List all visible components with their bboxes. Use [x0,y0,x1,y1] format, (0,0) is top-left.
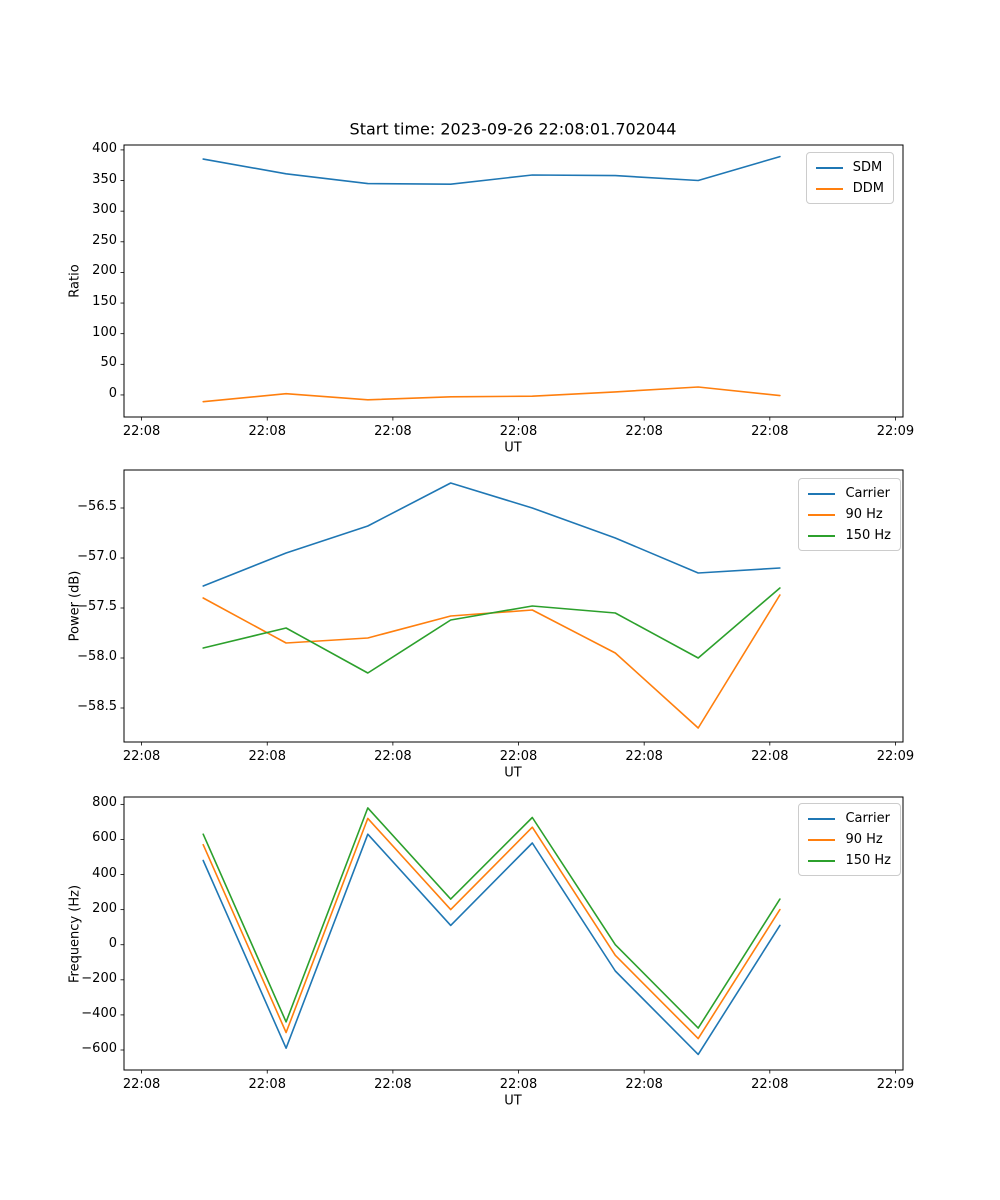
legend-label: 150 Hz [845,528,891,543]
y-tick-label: −200 [81,970,117,986]
x-tick-label: 22:09 [876,749,915,764]
y-tick-label: −57.5 [77,599,117,614]
y-tick-label: 100 [92,324,117,340]
x-tick-label: 22:08 [122,1077,161,1092]
y-tick-label: −57.0 [77,549,117,564]
x-tick-label: 22:08 [499,1077,538,1092]
y-tick-label: 400 [92,140,117,156]
legend-label: DDM [852,181,884,196]
y-tick-label: −58.5 [77,699,117,714]
y-tick-label: 200 [92,263,117,279]
plot-border-chart3 [124,797,903,1070]
y-axis-label-ratio: Ratio [67,264,83,298]
y-tick-label: 250 [92,232,117,248]
plot-border-chart2 [124,470,903,742]
legend-entry-150-hz [808,850,891,871]
y-tick-label: 150 [92,294,117,310]
series-line-sdm-chart1 [203,157,780,185]
y-tick-label: 600 [92,830,117,846]
x-tick-label: 22:08 [499,424,538,439]
legend-label: Carrier [845,486,890,501]
x-tick-label: 22:08 [248,424,286,439]
x-axis-label-ut-middle: UT [504,765,522,781]
series-line-150-hz-chart2 [203,588,780,673]
y-tick-label: 400 [92,865,117,881]
legend-line-sample-carrier [808,493,835,495]
y-tick-label: −58.0 [77,649,117,664]
y-axis-label-frequency: Frequency (Hz) [67,884,83,984]
y-tick-label: 300 [92,202,117,218]
legend-chart3 [798,803,901,876]
x-tick-label: 22:09 [876,424,915,439]
legend-label: SDM [852,160,883,175]
x-tick-label: 22:08 [374,749,412,764]
series-line-90-hz-chart3 [203,818,780,1038]
x-tick-label: 22:08 [374,424,412,439]
y-tick-label: −600 [81,1040,117,1056]
legend-entry-carrier [808,808,891,829]
legend-label: 90 Hz [845,507,883,522]
legend-entry-90-hz [808,504,891,525]
x-tick-label: 22:08 [248,749,286,764]
y-tick-label: 200 [92,900,117,916]
legend-line-sample-90-hz [808,839,835,841]
legend-line-sample-150-hz [808,535,835,537]
x-tick-label: 22:08 [374,1077,412,1092]
figure-title: Start time: 2023-09-26 22:08:01.702044 [349,119,677,139]
y-axis-label-power: Power (dB) [67,570,83,642]
legend-entry-carrier [808,483,891,504]
legend-entry-ddm [816,178,884,199]
x-tick-label: 22:08 [751,1077,789,1092]
y-tick-label: 0 [108,935,117,951]
legend-chart1 [806,152,894,204]
x-tick-label: 22:08 [248,1077,286,1092]
legend-label: 150 Hz [845,853,891,868]
legend-label: 90 Hz [845,832,883,847]
legend-entry-90-hz [808,829,891,850]
y-tick-label: 800 [92,795,117,811]
legend-entry-150-hz [808,525,891,546]
series-line-150-hz-chart3 [203,808,780,1028]
x-axis-label-ut-top: UT [504,440,522,456]
legend-line-sample-150-hz [808,860,835,862]
x-tick-label: 22:08 [751,749,789,764]
y-tick-label: 350 [92,171,117,187]
y-tick-label: 50 [100,355,117,371]
series-line-ddm-chart1 [203,387,780,402]
x-tick-label: 22:08 [625,749,663,764]
legend-line-sample-sdm [816,167,843,169]
legend-line-sample-90-hz [808,514,835,516]
series-line-90-hz-chart2 [203,595,780,728]
plot-border-chart1 [124,145,903,417]
legend-label: Carrier [845,811,890,826]
x-tick-label: 22:08 [122,424,161,439]
series-line-carrier-chart2 [203,483,780,586]
legend-line-sample-ddm [816,188,843,190]
x-axis-label-ut-bottom: UT [504,1093,522,1109]
x-tick-label: 22:08 [751,424,789,439]
legend-entry-sdm [816,157,884,178]
x-tick-label: 22:08 [499,749,538,764]
y-tick-label: −56.5 [77,499,117,514]
y-tick-label: −400 [81,1005,117,1021]
x-tick-label: 22:08 [625,1077,663,1092]
x-tick-label: 22:08 [122,749,161,764]
x-tick-label: 22:08 [625,424,663,439]
x-tick-label: 22:09 [876,1077,915,1092]
legend-chart2 [798,478,901,551]
y-tick-label: 0 [108,385,117,401]
legend-line-sample-carrier [808,818,835,820]
